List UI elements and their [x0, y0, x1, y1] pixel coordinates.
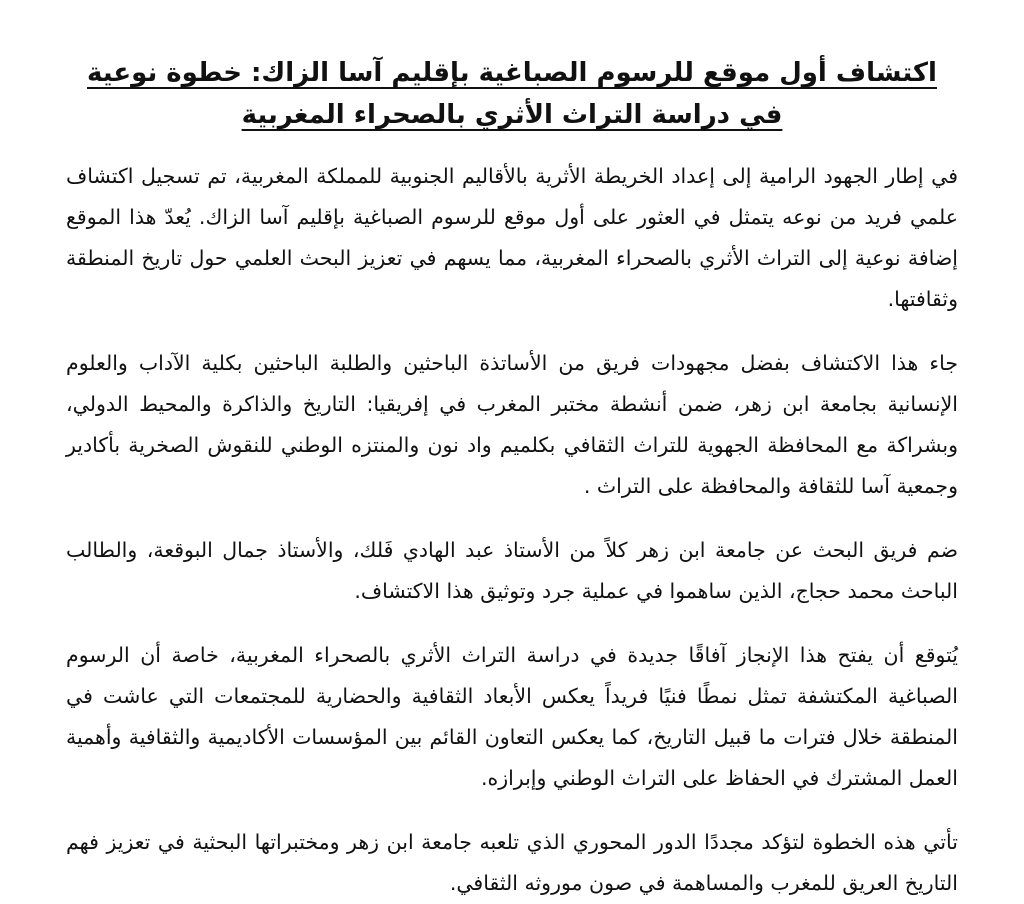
paragraph-conclusion: تأتي هذه الخطوة لتؤكد مجددًا الدور المحوري الذي تلعبه جامعة ابن زهر ومختبراتها البحثية في تعزيز فهم التاريخ العريق للمغرب والمساهمة في صون موروثه الثقافي. — [66, 830, 958, 895]
paragraph-team-members: ضم فريق البحث عن جامعة ابن زهر كلاً من الأستاذ عبد الهادي فَلك، والأستاذ جمال البوقعة، والطالب الباحث محمد حجاج، الذين ساهموا في عملية جرد وتوثيق هذا الاكتشاف. — [66, 538, 958, 603]
document-title: اكتشاف أول موقع للرسوم الصباغية بإقليم آسا الزاك: خطوة نوعية في دراسة التراث الأثري بالصحراء المغربية — [87, 58, 937, 130]
paragraph-intro: في إطار الجهود الرامية إلى إعداد الخريطة الأثرية بالأقاليم الجنوبية للمملكة المغربية، تم تسجيل اكتشاف علمي فريد من نوعه يتمثل في العثور على أول موقع للرسوم الصباغية بإقليم آسا الزاك. يُعدّ هذا الموقع إضافة نوعية إلى التراث الأثري بالصحراء المغربية، مما يسهم في تعزيز البحث العلمي حول تاريخ المنطقة وثقافتها. — [66, 164, 958, 311]
paragraph-significance: يُتوقع أن يفتح هذا الإنجاز آفاقًا جديدة في دراسة التراث الأثري بالصحراء المغربية، خاصة أن الرسوم الصباغية المكتشفة تمثل نمطًا فنيًا فريداً يعكس الأبعاد الثقافية والحضارية للمجتمعات التي عاشت في المنطقة خلال فترات ما قبيل التاريخ، كما يعكس التعاون القائم بين المؤسسات الأكاديمية والثقافية وأهمية العمل المشترك في الحفاظ على التراث الوطني وإبرازه. — [66, 643, 958, 790]
paragraph-discovery-team: جاء هذا الاكتشاف بفضل مجهودات فريق من الأساتذة الباحثين والطلبة الباحثين بكلية الآداب والعلوم الإنسانية بجامعة ابن زهر، ضمن أنشطة مختبر المغرب في إفريقيا: التاريخ والذاكرة والمحيط الدولي، وبشراكة مع المحافظة الجهوية للتراث الثقافي بكلميم واد نون والمنتزه الوطني للنقوش الصخرية بأكادير وجمعية آسا للثقافة والمحافظة على التراث . — [66, 351, 958, 498]
